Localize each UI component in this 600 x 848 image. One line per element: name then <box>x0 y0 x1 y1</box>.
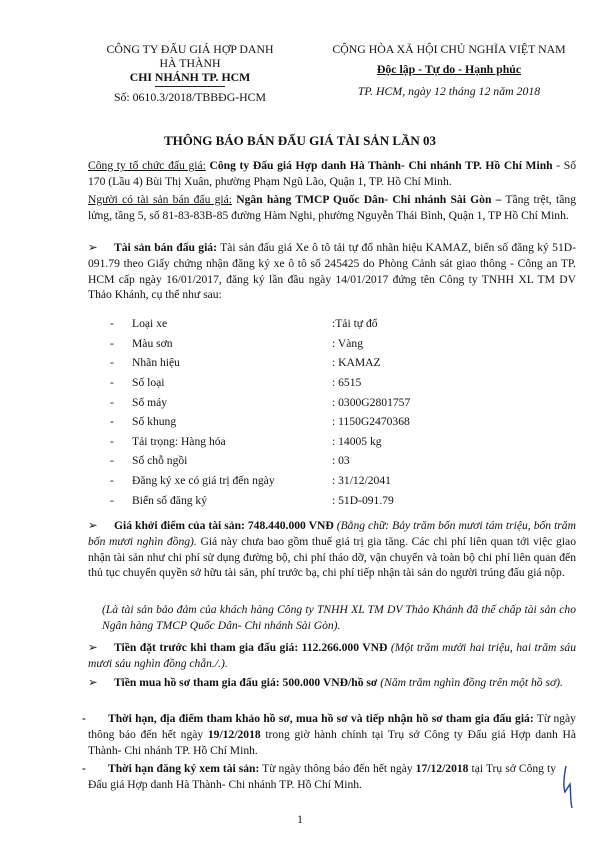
org-name-line1: CÔNG TY ĐẤU GIÁ HỢP DANH <box>106 42 274 56</box>
fee-words: (Năm trăm nghìn đồng trên một hồ sơ). <box>377 676 563 689</box>
spec-label: Biển số đăng ký <box>132 493 208 507</box>
spec-bullet: - <box>110 376 114 390</box>
collateral-note: (Là tài sản bảo đảm của khách hàng Công ty TNHH XL TM DV Thảo Khánh đã thế chấp tài sản cho Ngân hàng TMCP Quốc Dân- Chi nhánh Sài Gòn). <box>102 603 576 632</box>
spec-row <box>110 490 512 510</box>
organizer-label: Công ty tổ chức đấu giá: <box>88 159 206 172</box>
spec-bullet: - <box>110 317 114 331</box>
spec-label: Số khung <box>132 415 177 429</box>
spec-bullet: - <box>110 336 114 350</box>
inspection-text-b: tại Trụ sở Công ty Đấu giá Hợp danh Hà Thành- Chi nhánh TP. Hồ Chí Minh. <box>88 762 556 791</box>
spec-bullet: - <box>110 356 114 370</box>
spec-row <box>110 412 512 432</box>
document-title: THÔNG BÁO BÁN ĐẤU GIÁ TÀI SẢN LẦN 03 <box>163 133 437 148</box>
seller-name: Ngân hàng TMCP Quốc Dân- Chi nhánh Sài Gòn – <box>236 193 502 206</box>
starting-price-paragraph <box>88 518 576 581</box>
dash-bullet: - <box>82 712 86 725</box>
spec-value: : Vàng <box>332 336 364 350</box>
inspection-deadline: 17/12/2018 <box>415 762 469 775</box>
spec-value: : 14005 kg <box>332 434 382 448</box>
spec-label: Số chỗ ngồi <box>132 454 188 468</box>
starting-price-text: Giá này chưa bao gồm thuế giá trị gia tăng. Các chi phí liên quan tới việc giao nhận tài sản như chi phí sử dụng đường bộ, chi phí tháo dỡ, vận chuyển và toàn bộ chi phí liên quan đến thủ tục chuyển quyền sở hữu tài sản, phí trước bạ, chi phí tiếp nhận tài sản do người trúng đấu giá nộp. <box>88 534 576 580</box>
dossier-deadline: 19/12/2018 <box>207 727 261 741</box>
spec-value: : 6515 <box>332 376 362 390</box>
vehicle-spec-table <box>110 314 512 510</box>
org-name-line2: HÀ THÀNH <box>159 56 221 70</box>
asset-paragraph <box>88 240 576 303</box>
arrow-bullet-icon: ➢ <box>88 241 98 254</box>
organizer-paragraph <box>88 158 576 190</box>
spec-label: Nhãn hiệu <box>132 356 180 370</box>
fee-label: Tiền mua hồ sơ tham gia đấu giá: 500.000 VNĐ/hồ sơ <box>114 676 378 689</box>
dossier-text-a: Từ ngày thông báo đến hết ngày <box>88 712 576 741</box>
starting-price-label: Giá khởi điểm của tài sản: 748.440.000 VNĐ <box>114 519 334 532</box>
spec-value: :Tải tự đổ <box>332 317 378 331</box>
spec-bullet: - <box>110 454 114 468</box>
spec-label: Số máy <box>132 395 168 409</box>
deposit-words: (Một trăm mười hai triệu, hai trăm sáu mươi sáu nghìn đồng chẵn./.). <box>88 641 576 670</box>
spec-label: Số loại <box>132 376 165 390</box>
seller-label: Người có tài sản bán đấu giá: <box>88 193 232 206</box>
asset-label: Tài sản bán đấu giá: <box>114 241 217 254</box>
spec-bullet: - <box>110 395 114 409</box>
dossier-paragraph <box>82 711 576 758</box>
org-branch: CHI NHÁNH TP. HCM <box>129 70 251 84</box>
arrow-bullet-icon: ➢ <box>88 519 98 532</box>
spec-row <box>110 471 512 491</box>
header-left-divider <box>155 86 225 87</box>
national-motto: Độc lập - Tự do - Hạnh phúc <box>376 62 522 76</box>
header-organization <box>90 42 290 104</box>
seller-paragraph <box>88 192 576 224</box>
spec-bullet: - <box>110 474 114 488</box>
spec-label: Đăng ký xe có giá trị đến ngày <box>132 474 275 488</box>
deposit-paragraph <box>88 640 576 672</box>
dossier-label: Thời hạn, địa điểm tham khảo hồ sơ, mua hồ sơ và tiếp nhận hồ sơ tham gia đấu giá: <box>108 712 534 725</box>
spec-bullet: - <box>110 434 114 448</box>
fee-paragraph <box>88 675 576 691</box>
inspection-text-a: Từ ngày thông báo đến hết ngày <box>259 762 416 775</box>
nation-name: CỘNG HÒA XÃ HỘI CHỦ NGHĨA VIỆT NAM <box>332 42 566 56</box>
spec-row <box>110 314 512 334</box>
spec-label: Tải trọng: Hàng hóa <box>132 434 226 448</box>
inspection-paragraph <box>82 761 556 793</box>
spec-bullet: - <box>110 415 114 429</box>
spec-row <box>110 451 512 471</box>
starting-price-words: (Bằng chữ: Bảy trăm bốn mươi tám triệu, bốn trăm bốn mươi nghìn đồng). <box>88 519 576 548</box>
document-number: Số: 0610.3/2018/TBBĐG-HCM <box>113 90 267 104</box>
spec-label: Màu sơn <box>132 336 173 350</box>
inspection-label: Thời hạn đăng ký xem tài sản: <box>108 762 260 775</box>
arrow-bullet-icon: ➢ <box>88 641 98 654</box>
spec-value: : 31/12/2041 <box>332 474 391 488</box>
spec-value: : 03 <box>332 454 350 468</box>
spec-row <box>110 392 512 412</box>
spec-bullet: - <box>110 493 114 507</box>
place-date: TP. HCM, ngày 12 tháng 12 năm 2018 <box>357 84 541 98</box>
spec-value: : 51D-091.79 <box>332 493 394 507</box>
spec-row <box>110 373 512 393</box>
spec-row <box>110 432 512 452</box>
spec-value: : KAMAZ <box>332 356 381 370</box>
spec-label: Loại xe <box>132 317 168 331</box>
header-nation <box>318 42 580 98</box>
spec-row <box>110 353 512 373</box>
dossier-text-b: trong giờ hành chính tại Trụ sở Công ty Đấu giá Hợp danh Hà Thành- Chi nhánh TP. Hồ Chí Minh. <box>88 727 576 757</box>
seller-address: Tầng trệt, tầng lửng, tầng 5, số 81-83-83B-85 đường Hàm Nghi, phường Nguyễn Thái Bình, Quận 1, TP Hồ Chí Minh. <box>88 193 576 222</box>
arrow-bullet-icon: ➢ <box>88 676 98 689</box>
spec-row <box>110 334 512 354</box>
handwritten-initial-mark <box>560 762 580 810</box>
spec-value: : 0300G2801757 <box>332 395 411 409</box>
organizer-address: - Số 170 (Lầu 4) Bùi Thị Xuân, phường Phạm Ngũ Lão, Quận 1, TP. Hồ Chí Minh. <box>88 159 576 188</box>
organizer-name: Công ty Đấu giá Hợp danh Hà Thành- Chi nhánh TP. Hồ Chí Minh <box>209 159 553 172</box>
asset-text: Tài sản đấu giá Xe ô tô tải tự đổ nhãn hiệu KAMAZ, biển số đăng ký 51D-091.79 theo Giấy chứng nhận đăng ký xe ô tô số 245425 do Phòng Cảnh sát giao thông - Công an TP. HCM cấp ngày 16/01/2017, đăng ký lần đầu ngày 14/01/2017 đứng tên Công ty TNHH XL TM DV Thảo Khánh, cụ thể như sau: <box>88 241 576 302</box>
spec-value: : 1150G2470368 <box>332 415 410 429</box>
dash-bullet: - <box>82 762 86 775</box>
deposit-label: Tiền đặt trước khi tham gia đấu giá: 112.266.000 VNĐ <box>114 641 388 654</box>
page-number: 1 <box>297 814 303 826</box>
